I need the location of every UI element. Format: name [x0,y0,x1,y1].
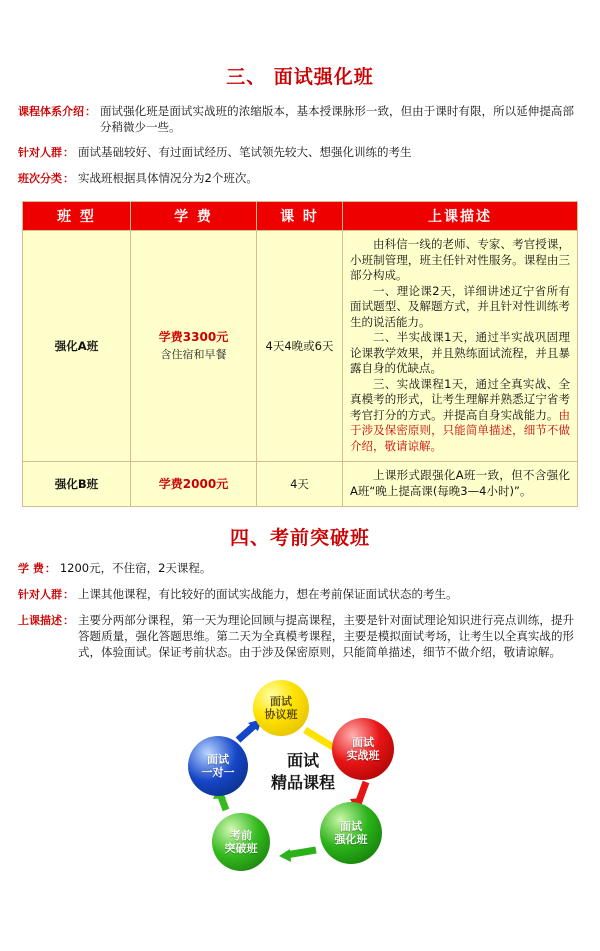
bubble-line-1: 面试 [207,753,229,766]
bubble-line-2: 突破班 [224,842,258,855]
row-text-audience-4: 上课其他课程，有比较好的面试实战能力，想在考前保证面试状态的考生。 [78,587,458,601]
bubble-pre-exam-class [212,813,270,871]
section-4-row-audience [0,586,600,603]
row-text-audience: 面试基础较好、有过面试经历、笔试领先较大、想强化训练的考生 [78,145,412,159]
row-label-class-types: 班次分类 [18,172,62,185]
col-header-hours: 课 时 [257,202,343,231]
desc-paragraph [350,377,570,455]
course-bubble-diagram [0,678,600,918]
cell-desc-a [343,231,578,462]
row-colon: ： [63,173,74,185]
bubble-intensive-class [320,802,382,864]
course-table-wrapper [0,201,600,507]
row-colon: ： [63,589,74,601]
section-4-title: 四、考前突破班 [229,527,370,549]
row-colon: ： [63,147,74,159]
diagram-center-label [255,750,351,794]
section-4-row-description [0,612,600,660]
bubble-line-2: 强化班 [334,833,368,846]
bubble-line-1: 面试 [270,695,292,708]
bubble-line-1: 面试 [352,736,374,749]
fee-amount-a: 学费3300元 [158,330,229,344]
row-label-fee: 学 费 [18,562,44,575]
cell-hours-a: 4天4晚或6天 [257,231,343,462]
section-3-row-intro [0,103,600,135]
row-text-class-types: 实战班根据具体情况分为2个班次。 [78,171,258,185]
fee-amount-b: 学费2000元 [158,476,229,491]
row-text-course-system: 面试强化班是面试实战班的浓缩版本，基本授课脉形一致，但由于课时有限，所以延伸提高部分稍微少一些。 [100,104,574,134]
row-label-audience: 针对人群 [18,146,62,159]
cell-type-a: 强化A班 [23,231,131,462]
course-table [22,201,578,507]
center-line-1: 面试 [286,751,319,770]
table-header-row [23,202,578,231]
fee-note-a: 含住宿和早餐 [160,348,227,361]
document-page [0,62,600,951]
bubble-agreement-class [253,680,309,736]
bubble-line-1: 面试 [340,820,362,833]
row-label-course-system: 课程体系介绍 [18,105,84,118]
bubble-line-2: 协议班 [264,708,298,721]
desc-paragraph: 上课形式跟强化A班一致，但不含强化A班“晚上提高课(每晚3—4小时)”。 [350,468,570,498]
desc-highlight: 由于涉及保密原则，只能简单描述，细节不做介绍，敬请谅解。 [350,407,570,453]
col-header-fee: 学 费 [131,202,257,231]
section-3-row-audience [0,144,600,161]
desc-text: 三、实战课程1天，通过全真实战、全真模考的形式，让考生理解并熟悉辽宁省考考官打分的方式。并提高自身实战能力。 [350,376,570,422]
cell-type-b: 强化B班 [23,462,131,507]
row-text-fee: 1200元，不住宿，2天课程。 [59,561,212,575]
bubble-line-1: 考前 [230,829,252,842]
row-colon: ： [63,615,74,627]
row-label-description-4: 上课描述 [18,614,62,627]
row-colon: ： [85,106,96,118]
section-3-row-classes [0,170,600,187]
table-row [23,462,578,507]
desc-paragraph: 由科信一线的老师、专家、考官授课，小班制管理，班主任针对性服务。课程由三部分构成。 [350,237,570,282]
row-colon: ： [44,563,56,575]
center-line-2: 精品课程 [270,773,335,792]
cell-fee-a [131,231,257,462]
cell-fee-b [131,462,257,507]
bubble-line-2: 一对一 [201,766,235,779]
col-header-type: 班 型 [23,202,131,231]
table-row [23,231,578,462]
section-4-body [0,560,600,660]
section-3-title: 三、 面试强化班 [226,66,374,88]
bubble-one-on-one-class [188,736,248,796]
row-label-audience-4: 针对人群 [18,588,62,601]
col-header-desc: 上课描述 [343,202,578,231]
row-text-description-4: 主要分两部分课程，第一天为理论回顾与提高课程，主要是针对面试理论知识进行亮点训练，提升答题质量，强化答题思维。第二天为全真模考课程，主要是模拟面试考场，让考生以全真实战的形式，体验面试。保证考前状态。由于涉及保密原则，只能简单描述，细节不做介绍，敬请谅解。 [78,613,574,659]
bubble-line-2: 实战班 [346,749,380,762]
section-4-row-fee [0,560,600,577]
desc-paragraph: 一、理论课2天，详细讲述辽宁省所有面试题型、及解题方式，并且针对性训练考生的说活能力。 [350,283,570,329]
cell-desc-b [343,462,578,507]
desc-paragraph: 二、半实战课1天，通过半实战巩固理论课教学效果，并且熟练面试流程，并且暴露自身的优缺点。 [350,330,570,375]
cell-hours-b: 4天 [257,462,343,507]
